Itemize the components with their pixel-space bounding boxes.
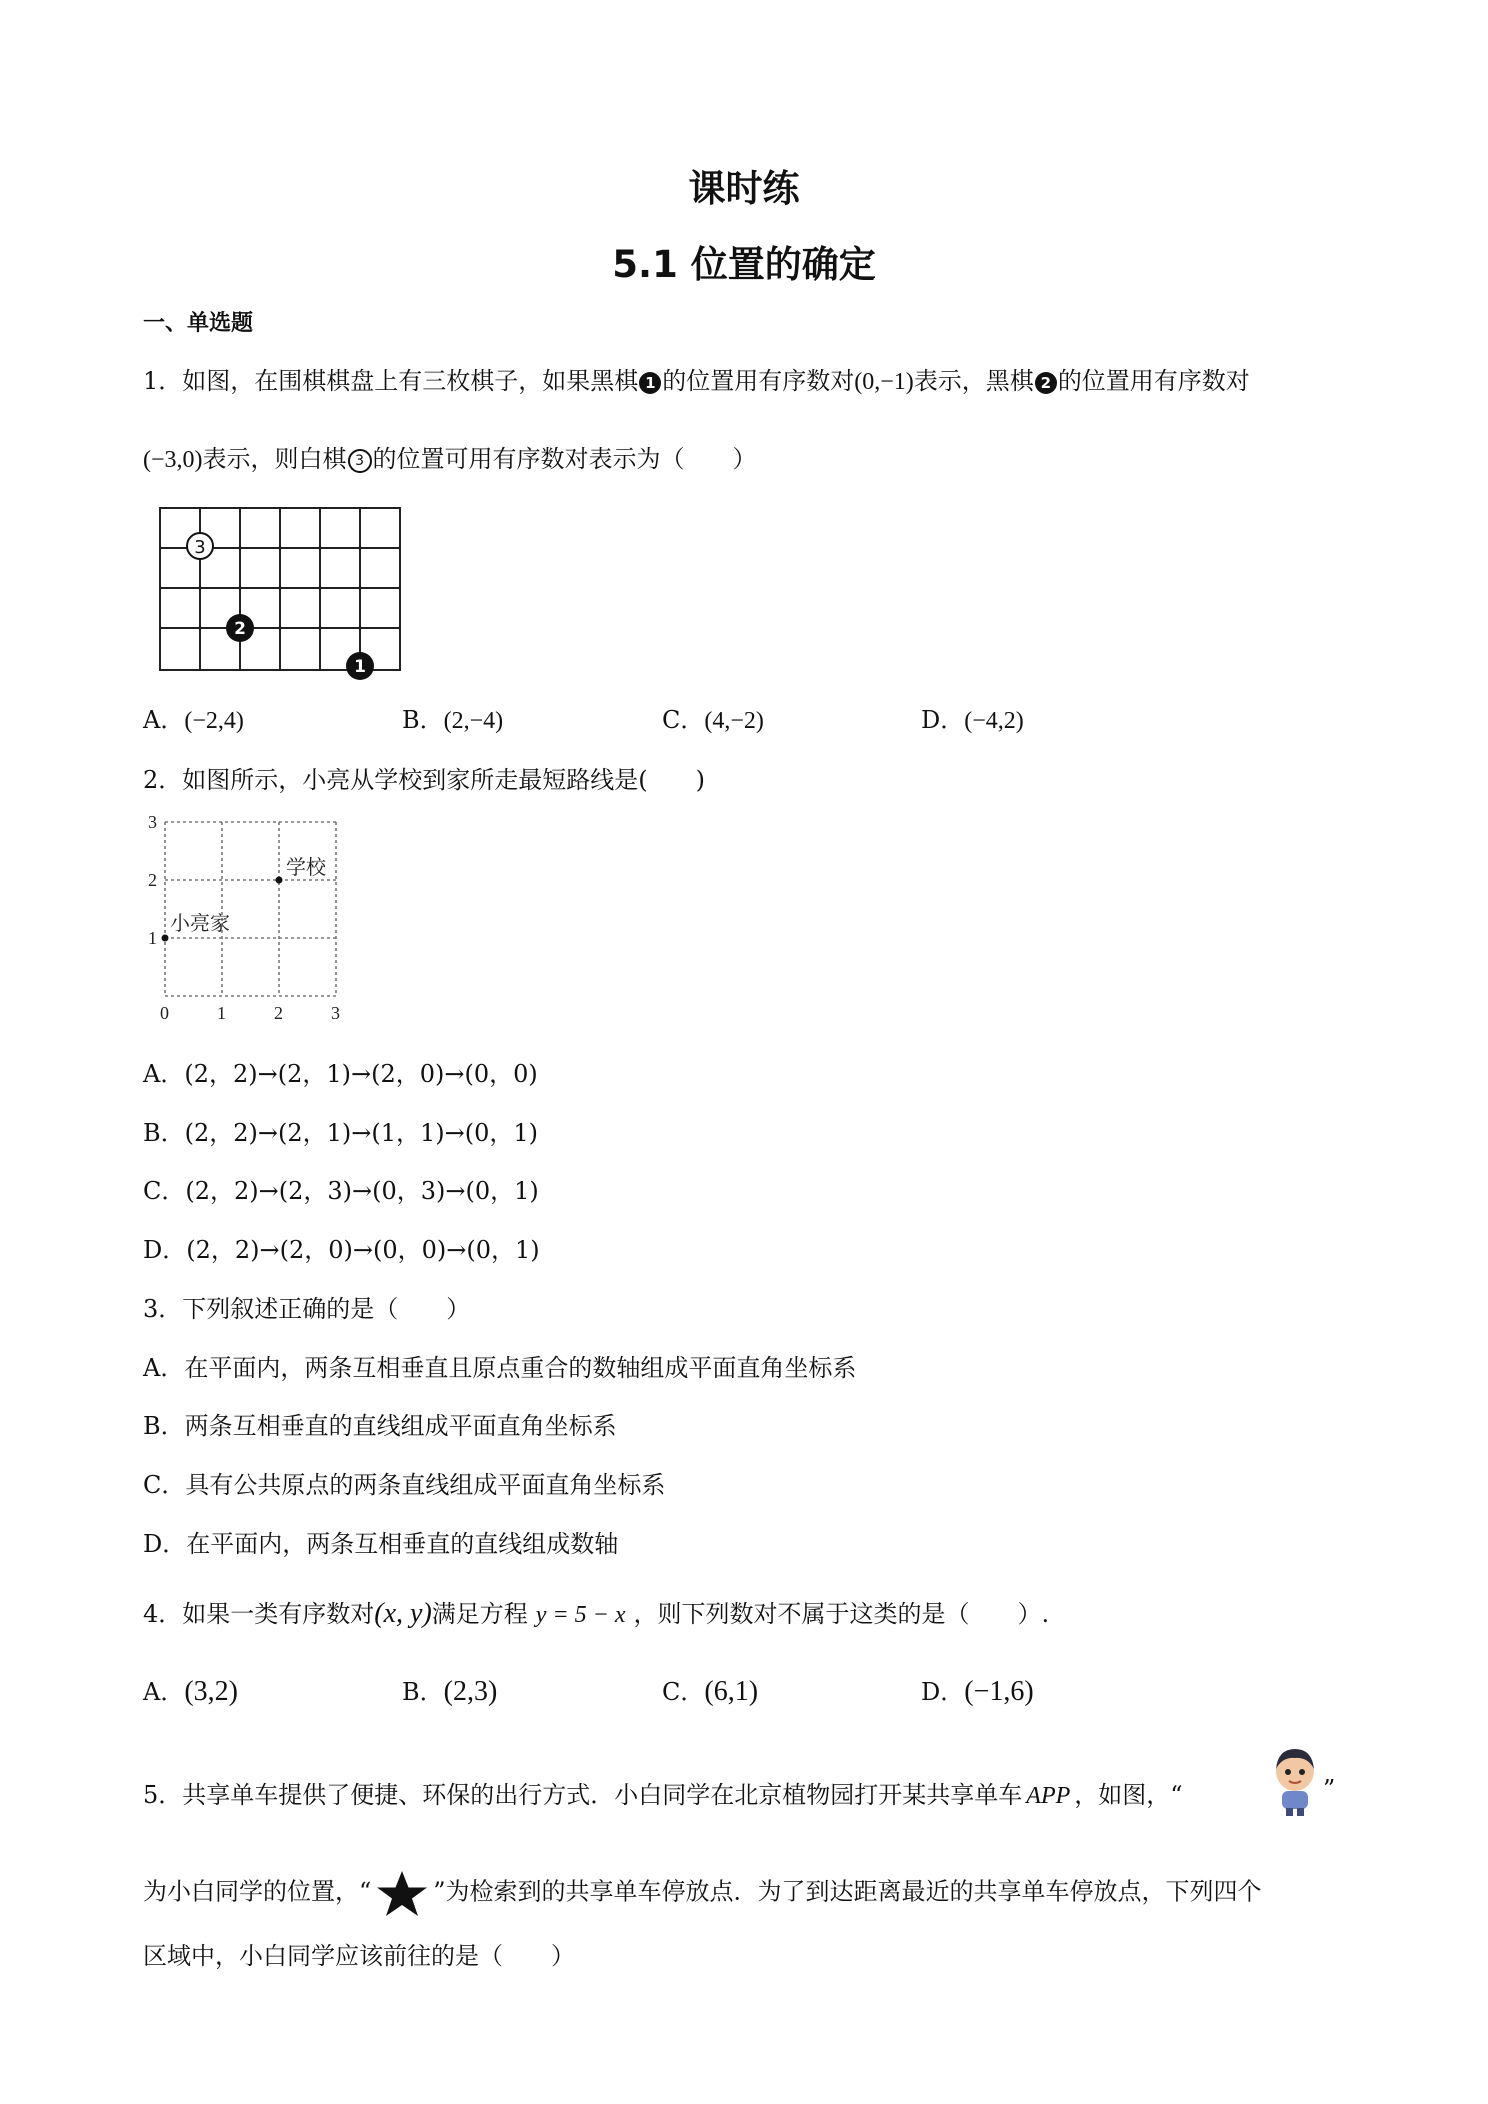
q5-close-quote: ” bbox=[1323, 1775, 1336, 1803]
q4-stem: 4．如果一类有序数对(x, y)满足方程 y = 5 − x ，则下列数对不属于这类的是（ ）. bbox=[143, 1598, 1050, 1629]
white-stone-3-icon: 3 bbox=[348, 449, 372, 473]
q1-coord2: (−3,0) bbox=[143, 447, 203, 473]
svg-text:1: 1 bbox=[354, 657, 366, 677]
q2-option-b: B．(2，2)→(2，1)→(1，1)→(0，1) bbox=[143, 1119, 539, 1147]
home-label: 小亮家 bbox=[170, 911, 230, 935]
x-tick-0: 0 bbox=[160, 1003, 169, 1023]
x-tick-3: 3 bbox=[331, 1003, 340, 1023]
black-stone-1 bbox=[346, 652, 374, 680]
q1-stem-line1: 1．如图，在围棋棋盘上有三枚棋子，如果黑棋 1 的位置用有序数对(0,−1)表示，黑棋 2 的位置用有序数对 bbox=[143, 367, 1250, 395]
q1-stem-line2: (−3,0)表示，则白棋 3 的位置可用有序数对表示为（ ） bbox=[143, 445, 757, 473]
q1-option-b: B．(2,−4) bbox=[402, 706, 504, 734]
go-board-figure bbox=[150, 500, 410, 680]
q4-option-c: C．(6,1) bbox=[662, 1676, 759, 1707]
q3-option-b: B．两条互相垂直的直线组成平面直角坐标系 bbox=[143, 1412, 617, 1440]
q1-coord1: (0,−1) bbox=[854, 369, 914, 395]
q2-option-d: D．(2，2)→(2，0)→(0，0)→(0，1) bbox=[143, 1236, 540, 1264]
black-stone-1-icon: 1 bbox=[639, 372, 661, 394]
q3-stem: 3．下列叙述正确的是（ ） bbox=[143, 1295, 471, 1323]
school-label: 学校 bbox=[286, 855, 326, 879]
q1-option-c: C．(4,−2) bbox=[662, 706, 764, 734]
q4-pair: (x, y) bbox=[374, 1598, 432, 1629]
black-stone-2 bbox=[226, 614, 254, 642]
q2-stem: 2．如图所示，小亮从学校到家所走最短路线是( ) bbox=[143, 766, 705, 794]
svg-text:3: 3 bbox=[194, 537, 206, 558]
x-tick-2: 2 bbox=[274, 1003, 283, 1023]
y-tick-3: 3 bbox=[148, 812, 157, 832]
svg-text:2: 2 bbox=[234, 619, 246, 639]
q4-equation: y = 5 − x bbox=[535, 1602, 626, 1628]
q3-option-d: D．在平面内，两条互相垂直的直线组成数轴 bbox=[143, 1530, 619, 1558]
white-stone-3 bbox=[187, 533, 213, 559]
q3-option-a: A．在平面内，两条互相垂直且原点重合的数轴组成平面直角坐标系 bbox=[143, 1354, 857, 1382]
q5-stem-line3: 区域中，小白同学应该前往的是（ ） bbox=[143, 1942, 575, 1970]
q2-option-a: A．(2，2)→(2，1)→(2，0)→(0，0) bbox=[143, 1060, 538, 1088]
q4-option-d: D．(−1,6) bbox=[921, 1676, 1034, 1707]
page-title: 课时练 bbox=[688, 167, 800, 210]
student-avatar-icon bbox=[1268, 1745, 1322, 1817]
q1-option-a: A．(−2,4) bbox=[143, 706, 244, 734]
q5-stem-line1: 5．共享单车提供了便捷、环保的出行方式．小白同学在北京植物园打开某共享单车 APP ，如图，“ bbox=[143, 1781, 1183, 1809]
home-point bbox=[162, 935, 169, 942]
star-parking-icon bbox=[373, 1869, 431, 1917]
q2-option-c: C．(2，2)→(2，3)→(0，3)→(0，1) bbox=[143, 1177, 539, 1205]
y-tick-1: 1 bbox=[148, 928, 157, 948]
route-grid-figure bbox=[140, 812, 360, 1028]
black-stone-2-icon: 2 bbox=[1035, 372, 1057, 394]
q4-option-a: A．(3,2) bbox=[143, 1676, 238, 1707]
q1-option-d: D．(−4,2) bbox=[921, 706, 1024, 734]
x-tick-1: 1 bbox=[217, 1003, 226, 1023]
q3-option-c: C．具有公共原点的两条直线组成平面直角坐标系 bbox=[143, 1471, 666, 1499]
page-subtitle: 5.1 位置的确定 bbox=[612, 243, 876, 286]
section-heading: 一、单选题 bbox=[143, 311, 254, 336]
q5-app: APP bbox=[1026, 1783, 1071, 1809]
school-point bbox=[276, 877, 283, 884]
q4-option-b: B．(2,3) bbox=[402, 1676, 498, 1707]
q5-stem-line2: 为小白同学的位置，“ ”为检索到的共享单车停放点．为了到达距离最近的共享单车停放点，下列四个 bbox=[143, 1869, 1262, 1917]
y-tick-2: 2 bbox=[148, 870, 157, 890]
